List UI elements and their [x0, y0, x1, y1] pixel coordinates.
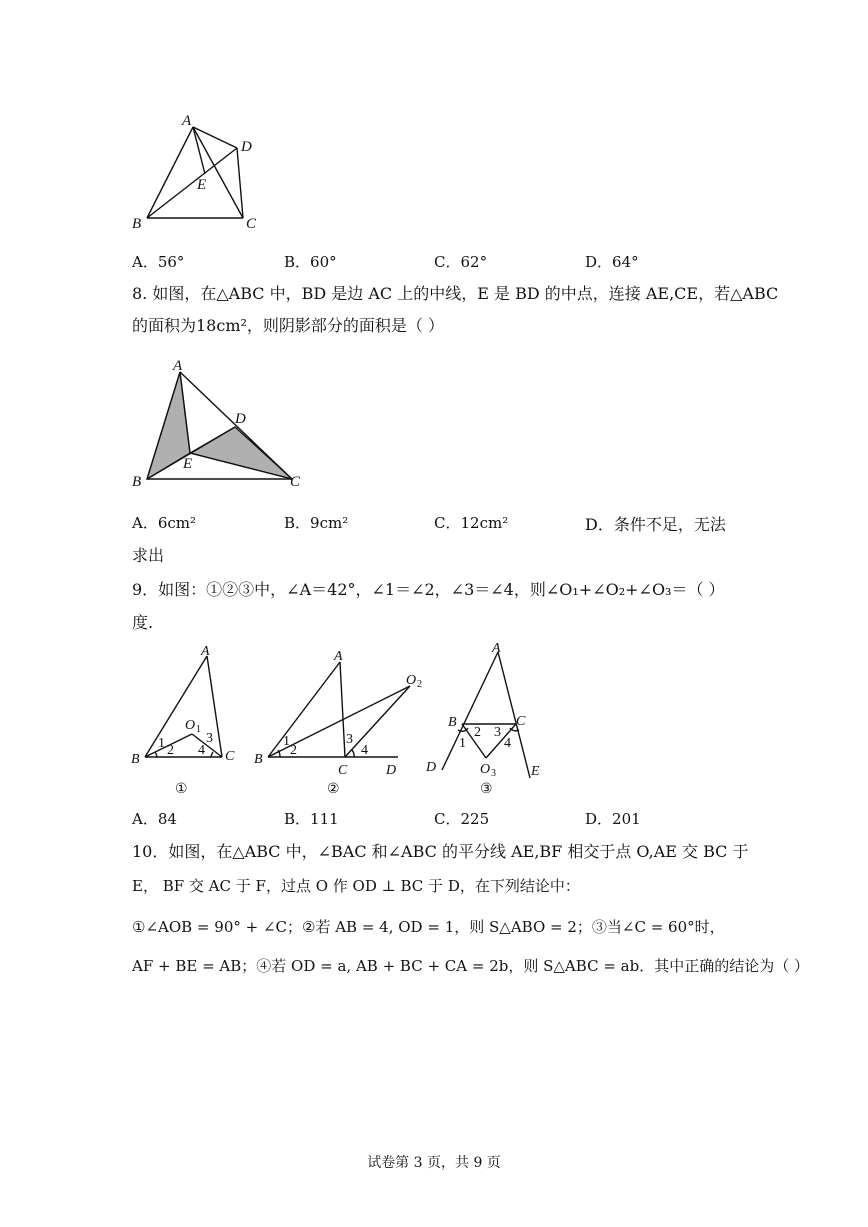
q9f2-side-ac [340, 662, 345, 757]
q9f2-angle-3: 3 [346, 732, 353, 747]
page-footer: 试卷第 3 页，共 9 页 [367, 1155, 501, 1171]
q7-label-e: E [197, 177, 207, 193]
q9-option-b: B．111 [284, 810, 339, 828]
q9-option-c: C．225 [434, 810, 490, 828]
q9f3-label-o-sub: 3 [491, 768, 496, 779]
q9f2-line-co [345, 686, 410, 757]
q9f2-label-o-sub: 2 [417, 679, 422, 690]
q9f3-angle-2: 2 [474, 725, 481, 740]
q9f2-angle-1: 1 [283, 734, 290, 749]
q9-text-line2: 度. [132, 613, 154, 632]
q7-figure [125, 110, 275, 235]
q9f1-label-o-sub: 1 [196, 724, 201, 735]
q7-side-ac [193, 127, 243, 218]
q9f2-angle-arc-c [352, 750, 354, 757]
q10-text-line2: E， BF 交 AC 于 F，过点 O 作 OD ⊥ BC 于 D，在下列结论中： [132, 877, 580, 895]
q9f2-label-d: D [386, 763, 397, 778]
q9f1-label-b: B [131, 752, 140, 767]
q7-label-a: A [182, 113, 192, 129]
q9f3-line-ad [442, 652, 498, 770]
q8-option-d-continued: 求出 [132, 546, 165, 565]
q10-text-line3: ①∠AOB = 90° + ∠C；②若 AB = 4, OD = 1，则 S△ABO = 2；③当∠C = 60°时， [132, 918, 725, 936]
q8-label-b: B [132, 474, 142, 490]
q9f2-caption: ② [327, 782, 340, 797]
q9f2-label-a: A [334, 649, 343, 664]
q9-option-a: A．84 [132, 810, 177, 828]
q9f1-angle-1: 1 [158, 736, 165, 751]
q9f3-caption: ③ [480, 782, 493, 797]
q7-label-c: C [246, 216, 257, 232]
q9f1-label-c: C [225, 749, 235, 764]
q9f2-label-c: C [338, 763, 348, 778]
q10-text-line1: 10．如图，在△ABC 中，∠BAC 和∠ABC 的平分线 AE,BF 相交于点 O,AE 交 BC 于 [132, 842, 749, 861]
q8-figure [125, 355, 310, 495]
q8-label-e: E [183, 456, 193, 472]
q8-shaded-ecd [190, 427, 292, 479]
q9-figure-2 [250, 640, 435, 805]
q9f2-angle-4: 4 [361, 743, 368, 758]
q8-label-a: A [173, 358, 183, 374]
q8-label-d: D [235, 411, 246, 427]
q9f1-label-a: A [201, 644, 210, 659]
q9f3-label-b: B [448, 715, 457, 730]
q8-text-line1: 8. 如图，在△ABC 中，BD 是边 AC 上的中线，E 是 BD 的中点，连接 AE,CE，若△ABC [132, 284, 779, 303]
q9f1-angle-arc-c [211, 752, 213, 757]
q9-text-line1: 9．如图：①②③中，∠A＝42°，∠1＝∠2，∠3＝∠4，则∠O₁+∠O₂+∠O₃＝（ ） [132, 580, 725, 599]
q9f2-side-ab [268, 662, 340, 757]
q9-figure-3 [420, 640, 555, 805]
q10-text-line4: AF + BE = AB；④若 OD = a, AB + BC + CA = 2b，则 S△ABC = ab．其中正确的结论为（ ） [132, 957, 809, 975]
q7-label-b: B [132, 216, 142, 232]
q9f1-label-o: O [185, 718, 196, 733]
q8-option-b: B．9cm² [284, 514, 349, 532]
q9-option-d: D．201 [585, 810, 641, 828]
q7-option-a: A．56° [132, 253, 185, 271]
q9f1-angle-4: 4 [198, 743, 205, 758]
q9f3-angle-1: 1 [459, 736, 466, 751]
q9-figure-1 [125, 640, 250, 805]
q7-option-c: C．62° [434, 253, 488, 271]
q9f1-caption: ① [175, 782, 188, 797]
q9f2-angle-2: 2 [290, 743, 297, 758]
q7-option-d: D．64° [585, 253, 639, 271]
q8-label-c: C [290, 474, 301, 490]
q9f2-label-b: B [254, 752, 263, 767]
q9f1-angle-arc-b [155, 752, 157, 757]
q9f1-angle-3: 3 [206, 731, 213, 746]
q9f3-label-e: E [531, 764, 540, 779]
q8-option-c: C．12cm² [434, 514, 509, 532]
q9f3-label-c: C [516, 714, 526, 729]
q9f3-label-a: A [492, 641, 501, 656]
q7-side-ad [193, 127, 237, 148]
q9f3-label-d: D [426, 760, 437, 775]
q9f3-angle-3: 3 [494, 725, 501, 740]
q9f2-label-o: O [406, 673, 417, 688]
q8-text-line2: 的面积为18cm²，则阴影部分的面积是（ ） [132, 316, 444, 335]
q7-side-ab [147, 127, 193, 218]
q7-option-b: B．60° [284, 253, 337, 271]
q9f3-angle-4: 4 [504, 736, 511, 751]
q7-label-d: D [241, 139, 252, 155]
q8-option-a: A．6cm² [132, 514, 197, 532]
q7-line-ae [193, 127, 205, 174]
q8-option-d: D．条件不足，无法 [585, 515, 726, 534]
q9f1-angle-2: 2 [167, 743, 174, 758]
q9f3-label-o: O [480, 762, 491, 777]
